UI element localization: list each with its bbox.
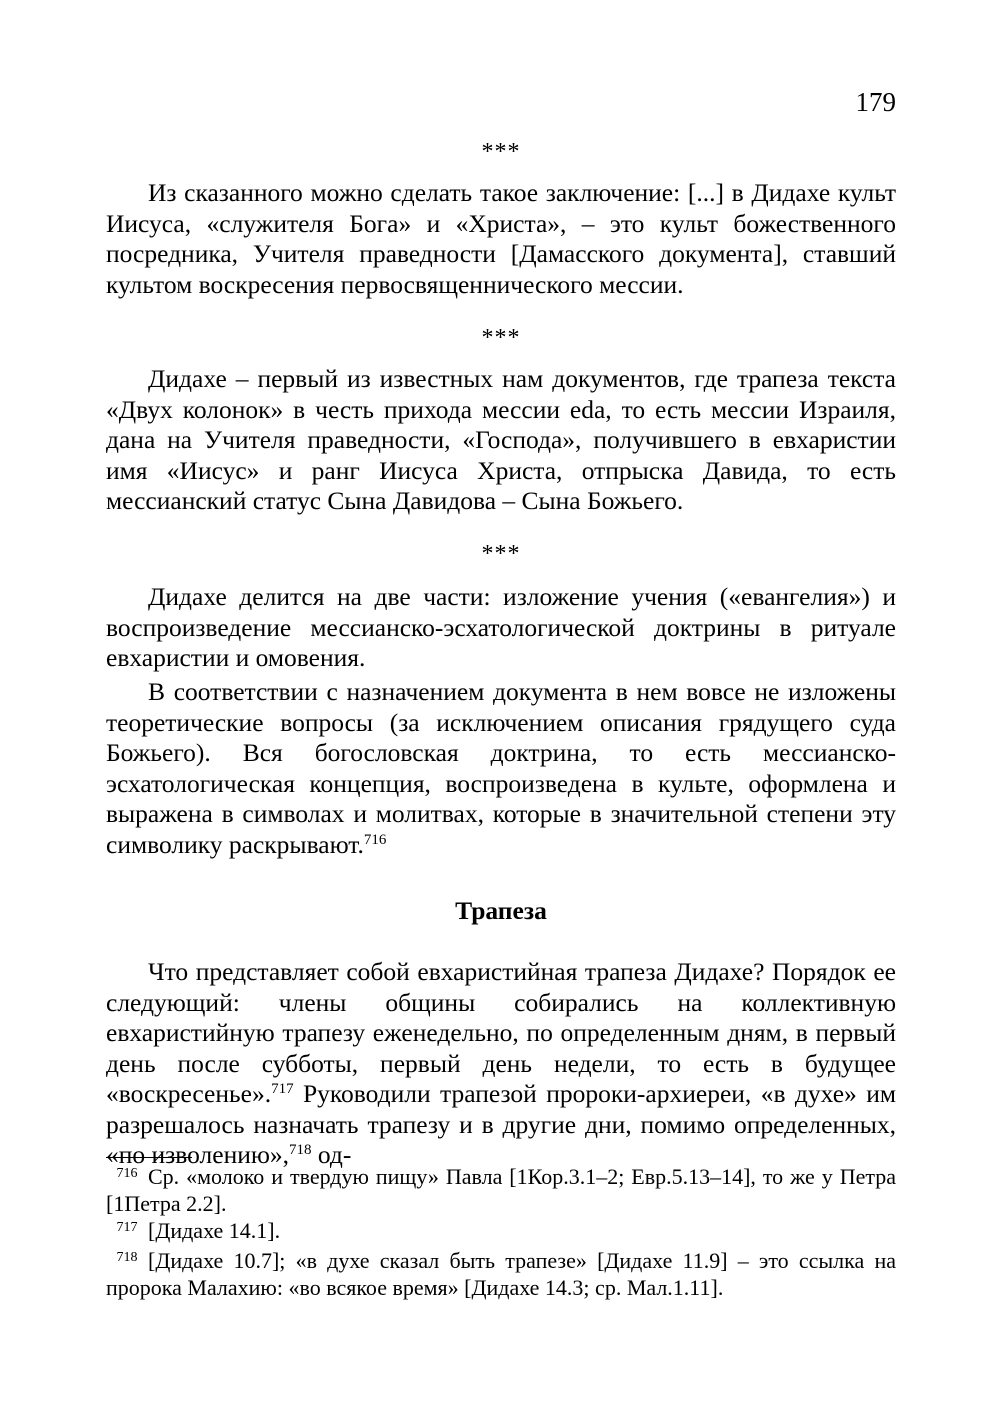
book-page bbox=[106, 0, 896, 1418]
footnote-reference: 717 bbox=[271, 1081, 294, 1097]
footnote-717: 717 [Дидахе 14.1]. bbox=[116, 1218, 281, 1243]
section-separator: *** bbox=[481, 325, 521, 351]
paragraph-text: Что представляет собой евхаристийная трапеза Дидахе? Порядок ее следующий: члены общины собирались на коллективную евхаристийную трапезу еженедельно, по определенным дням, в первый день после субботы, первый день недели, то есть в будущее «воскресенье». bbox=[106, 957, 896, 1108]
footnote-reference: 718 bbox=[289, 1142, 312, 1158]
paragraph-eucharist-meal bbox=[106, 957, 896, 1171]
footnote-text: Ср. «молоко и твердую пищу» Павла [1Кор.3.1–2; Евр.5.13–14], то же у Петра [1Петра 2.2]. bbox=[106, 1164, 896, 1216]
section-separator: *** bbox=[481, 541, 521, 567]
paragraph-didache-first-document: Дидахе – первый из известных нам документов, где трапеза текста «Двух колонок» в честь прихода мессии eda, то есть мессии Израиля, дана на Учителя праведности, «Господа», получившего в евхаристии имя «Иисус» и ранг Иисуса Христа, отпрыска Давида, то есть мессианский статус Сына Давидова – Сына Божьего. bbox=[106, 364, 896, 515]
footnote-text: [Дидахе 10.7]; «в духе сказал быть трапезе» [Дидахе 11.9] – это ссылка на пророка Малахию: «во всякое время» [Дидахе 14.3; ср. Мал.1.11]. bbox=[106, 1248, 896, 1300]
paragraph-conclusion: Из сказанного можно сделать такое заключение: [...] в Дидахе культ Иисуса, «служителя Бога» и «Христа», – это культ божественного посредника, Учителя праведности [Дамасского документа], ставший культом воскресения первосвященнического мессии. bbox=[106, 178, 896, 299]
paragraph-theoretical-questions bbox=[106, 677, 896, 860]
paragraph-text: Руководили трапезой пророки-архиереи, «в духе» им разрешалось назначать трапезу и в другие дни, помимо определенных, «по изволению», bbox=[106, 1079, 896, 1169]
paragraph-text: В соответствии с назначением документа в нем вовсе не изложены теоретические вопросы (за исключением описания грядущего суда Божьего). Вся богословская доктрина, то есть мессианско-эсхатологическая концепция, воспроизведена в культе, оформлена и выражена в символах и молитвах, которые в значительной степени эту символику раскрывают. bbox=[106, 677, 896, 859]
section-separator: *** bbox=[481, 139, 521, 165]
footnote-reference: 716 bbox=[363, 831, 387, 848]
footnote-divider bbox=[106, 1157, 192, 1158]
footnote-716: 716 Ср. «молоко и твердую пищу» Павла [1Кор.3.1–2; Евр.5.13–14], то же у Петра [1Петра 2.2]. bbox=[106, 1164, 896, 1216]
paragraph-didache-two-parts: Дидахе делится на две части: изложение учения («евангелия») и воспроизведение мессианско-эсхатологической доктрины в ритуале евхаристии и омовения. bbox=[106, 582, 896, 672]
page-number: 179 bbox=[855, 87, 896, 117]
footnote-718: 718 [Дидахе 10.7]; «в духе сказал быть трапезе» [Дидахе 11.9] – это ссылка на пророка Малахию: «во всякое время» [Дидахе 14.3; ср. Мал.1.11]. bbox=[106, 1248, 896, 1300]
footnote-text: [Дидахе 14.1]. bbox=[148, 1218, 281, 1243]
paragraph-text: од- bbox=[311, 1140, 352, 1169]
section-heading: Трапеза bbox=[455, 896, 547, 925]
